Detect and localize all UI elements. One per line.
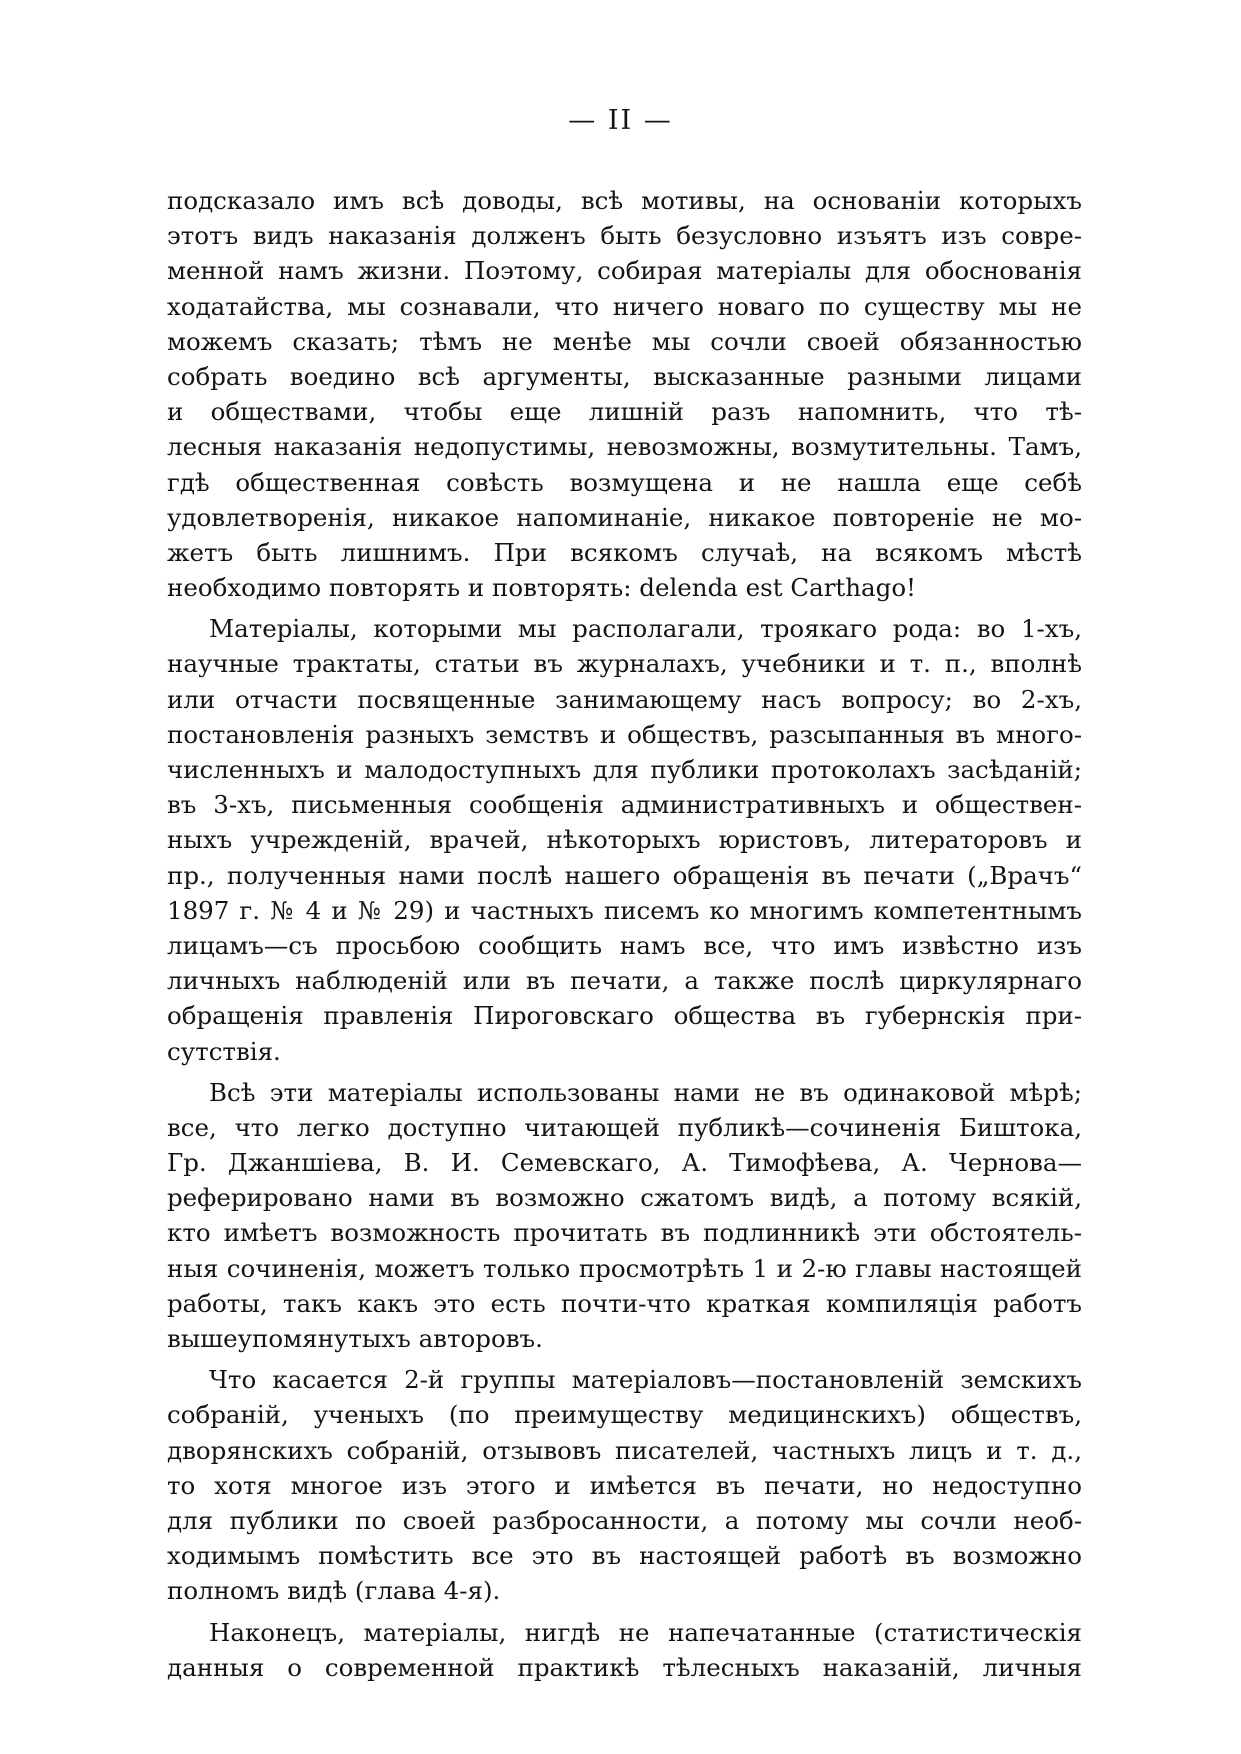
paragraph-2 xyxy=(167,611,1082,1068)
text-line: жетъ быть лишнимъ. При всякомъ случаѣ, на всякомъ мѣстѣ xyxy=(167,537,1082,567)
text-line: Гр. Джаншіева, В. И. Семевскаго, А. Тимофѣева, А. Чернова— xyxy=(167,1148,1082,1178)
text-line: или отчасти посвященные занимающему насъ вопросу; во 2-хъ, xyxy=(167,684,1082,714)
text-line: ходатайства, мы сознавали, что ничего новаго по существу мы не xyxy=(167,291,1082,321)
page-number: — II — xyxy=(568,105,673,136)
paragraph-4 xyxy=(167,1362,1082,1608)
text-line: научные трактаты, статьи въ журналахъ, учебники и т. п., вполнѣ xyxy=(167,649,1082,679)
text-line: постановленія разныхъ земствъ и обществъ, разсыпанныя въ много- xyxy=(167,719,1082,749)
text-line: работы, такъ какъ это есть почти-что краткая компиляція работъ xyxy=(167,1288,1082,1318)
text-line: полномъ видѣ (глава 4-я). xyxy=(167,1576,501,1606)
text-line: вышеупомянутыхъ авторовъ. xyxy=(167,1324,543,1353)
text-line: собрать воедино всѣ аргументы, высказанные разными лицами xyxy=(167,361,1082,391)
text-line: ныя сочиненія, можетъ только просмотрѣть 1 и 2-ю главы настоящей xyxy=(167,1253,1082,1283)
text-line: Всѣ эти матеріалы использованы нами не въ одинаковой мѣрѣ; xyxy=(209,1077,1082,1107)
text-line: 1897 г. № 4 и № 29) и частныхъ писемъ ко многимъ компетентнымъ xyxy=(167,895,1082,925)
text-line: и обществами, чтобы еще лишній разъ напомнить, что тѣ- xyxy=(167,397,1082,427)
paragraph-3 xyxy=(167,1075,1082,1357)
text-line: можемъ сказать; тѣмъ не менѣе мы сочли своей обязанностью xyxy=(167,326,1082,356)
text-line: менной намъ жизни. Поэтому, собирая матеріалы для обоснованія xyxy=(167,256,1082,286)
text-line: этотъ видъ наказанія долженъ быть безусловно изъятъ изъ совре- xyxy=(167,221,1082,251)
text-line: личныхъ наблюденій или въ печати, а также послѣ циркулярнаго xyxy=(167,966,1082,996)
paragraph-1 xyxy=(167,183,1082,605)
text-line: численныхъ и малодоступныхъ для публики протоколахъ засѣданій; xyxy=(167,755,1082,784)
text-line: Что касается 2-й группы матеріаловъ—постановленій земскихъ xyxy=(209,1365,1082,1395)
text-line: собраній, ученыхъ (по преимуществу медицинскихъ) обществъ, xyxy=(167,1400,1082,1430)
text-line: въ 3-хъ, письменныя сообщенія административныхъ и обществен- xyxy=(167,790,1082,820)
text-line: подсказало имъ всѣ доводы, всѣ мотивы, на основаніи которыхъ xyxy=(167,186,1082,215)
text-line: удовлетворенія, никакое напоминаніе, никакое повтореніе не мо- xyxy=(167,502,1082,532)
text-line: кто имѣетъ возможность прочитать въ подлинникѣ эти обстоятель- xyxy=(167,1218,1082,1248)
text-line: лицамъ—съ просьбою сообщить намъ все, что имъ извѣстно изъ xyxy=(167,930,1082,960)
text-line: дворянскихъ собраній, отзывовъ писателей, частныхъ лицъ и т. д., xyxy=(167,1435,1082,1465)
text-line: данныя о современной практикѣ тѣлесныхъ наказаній, личныя xyxy=(167,1652,1082,1682)
text-line: необходимо повторять и повторять: delenda est Carthago! xyxy=(167,573,916,603)
text-line: гдѣ общественная совѣсть возмущена и не нашла еще себѣ xyxy=(167,467,1082,497)
text-line: сутствія. xyxy=(167,1036,281,1066)
text-line: все, что легко доступно читающей публикѣ—сочиненія Биштока, xyxy=(167,1112,1082,1142)
text-line: реферировано нами въ возможно сжатомъ видѣ, а потому всякій, xyxy=(167,1183,1082,1213)
body-text xyxy=(167,183,1082,1685)
text-line: ныхъ учрежденій, врачей, нѣкоторыхъ юристовъ, литераторовъ и xyxy=(167,825,1082,855)
text-line: ходимымъ помѣстить все это въ настоящей работѣ въ возможно xyxy=(167,1541,1082,1571)
paragraph-5 xyxy=(167,1615,1082,1685)
text-line: Матеріалы, которыми мы располагали, троякаго рода: во 1-хъ, xyxy=(209,614,1082,644)
text-line: обращенія правленія Пироговскаго общества въ губернскія при- xyxy=(167,1001,1082,1031)
text-line: Наконецъ, матеріалы, нигдѣ не напечатанные (статистическія xyxy=(209,1617,1082,1647)
text-line: то хотя многое изъ этого и имѣется въ печати, но недоступно xyxy=(167,1470,1082,1500)
text-line: пр., полученныя нами послѣ нашего обращенія въ печати („Врачъ“ xyxy=(167,860,1082,890)
text-line: лесныя наказанія недопустимы, невозможны, возмутительны. Тамъ, xyxy=(167,432,1082,462)
text-line: для публики по своей разбросанности, а потому мы сочли необ- xyxy=(167,1505,1082,1535)
